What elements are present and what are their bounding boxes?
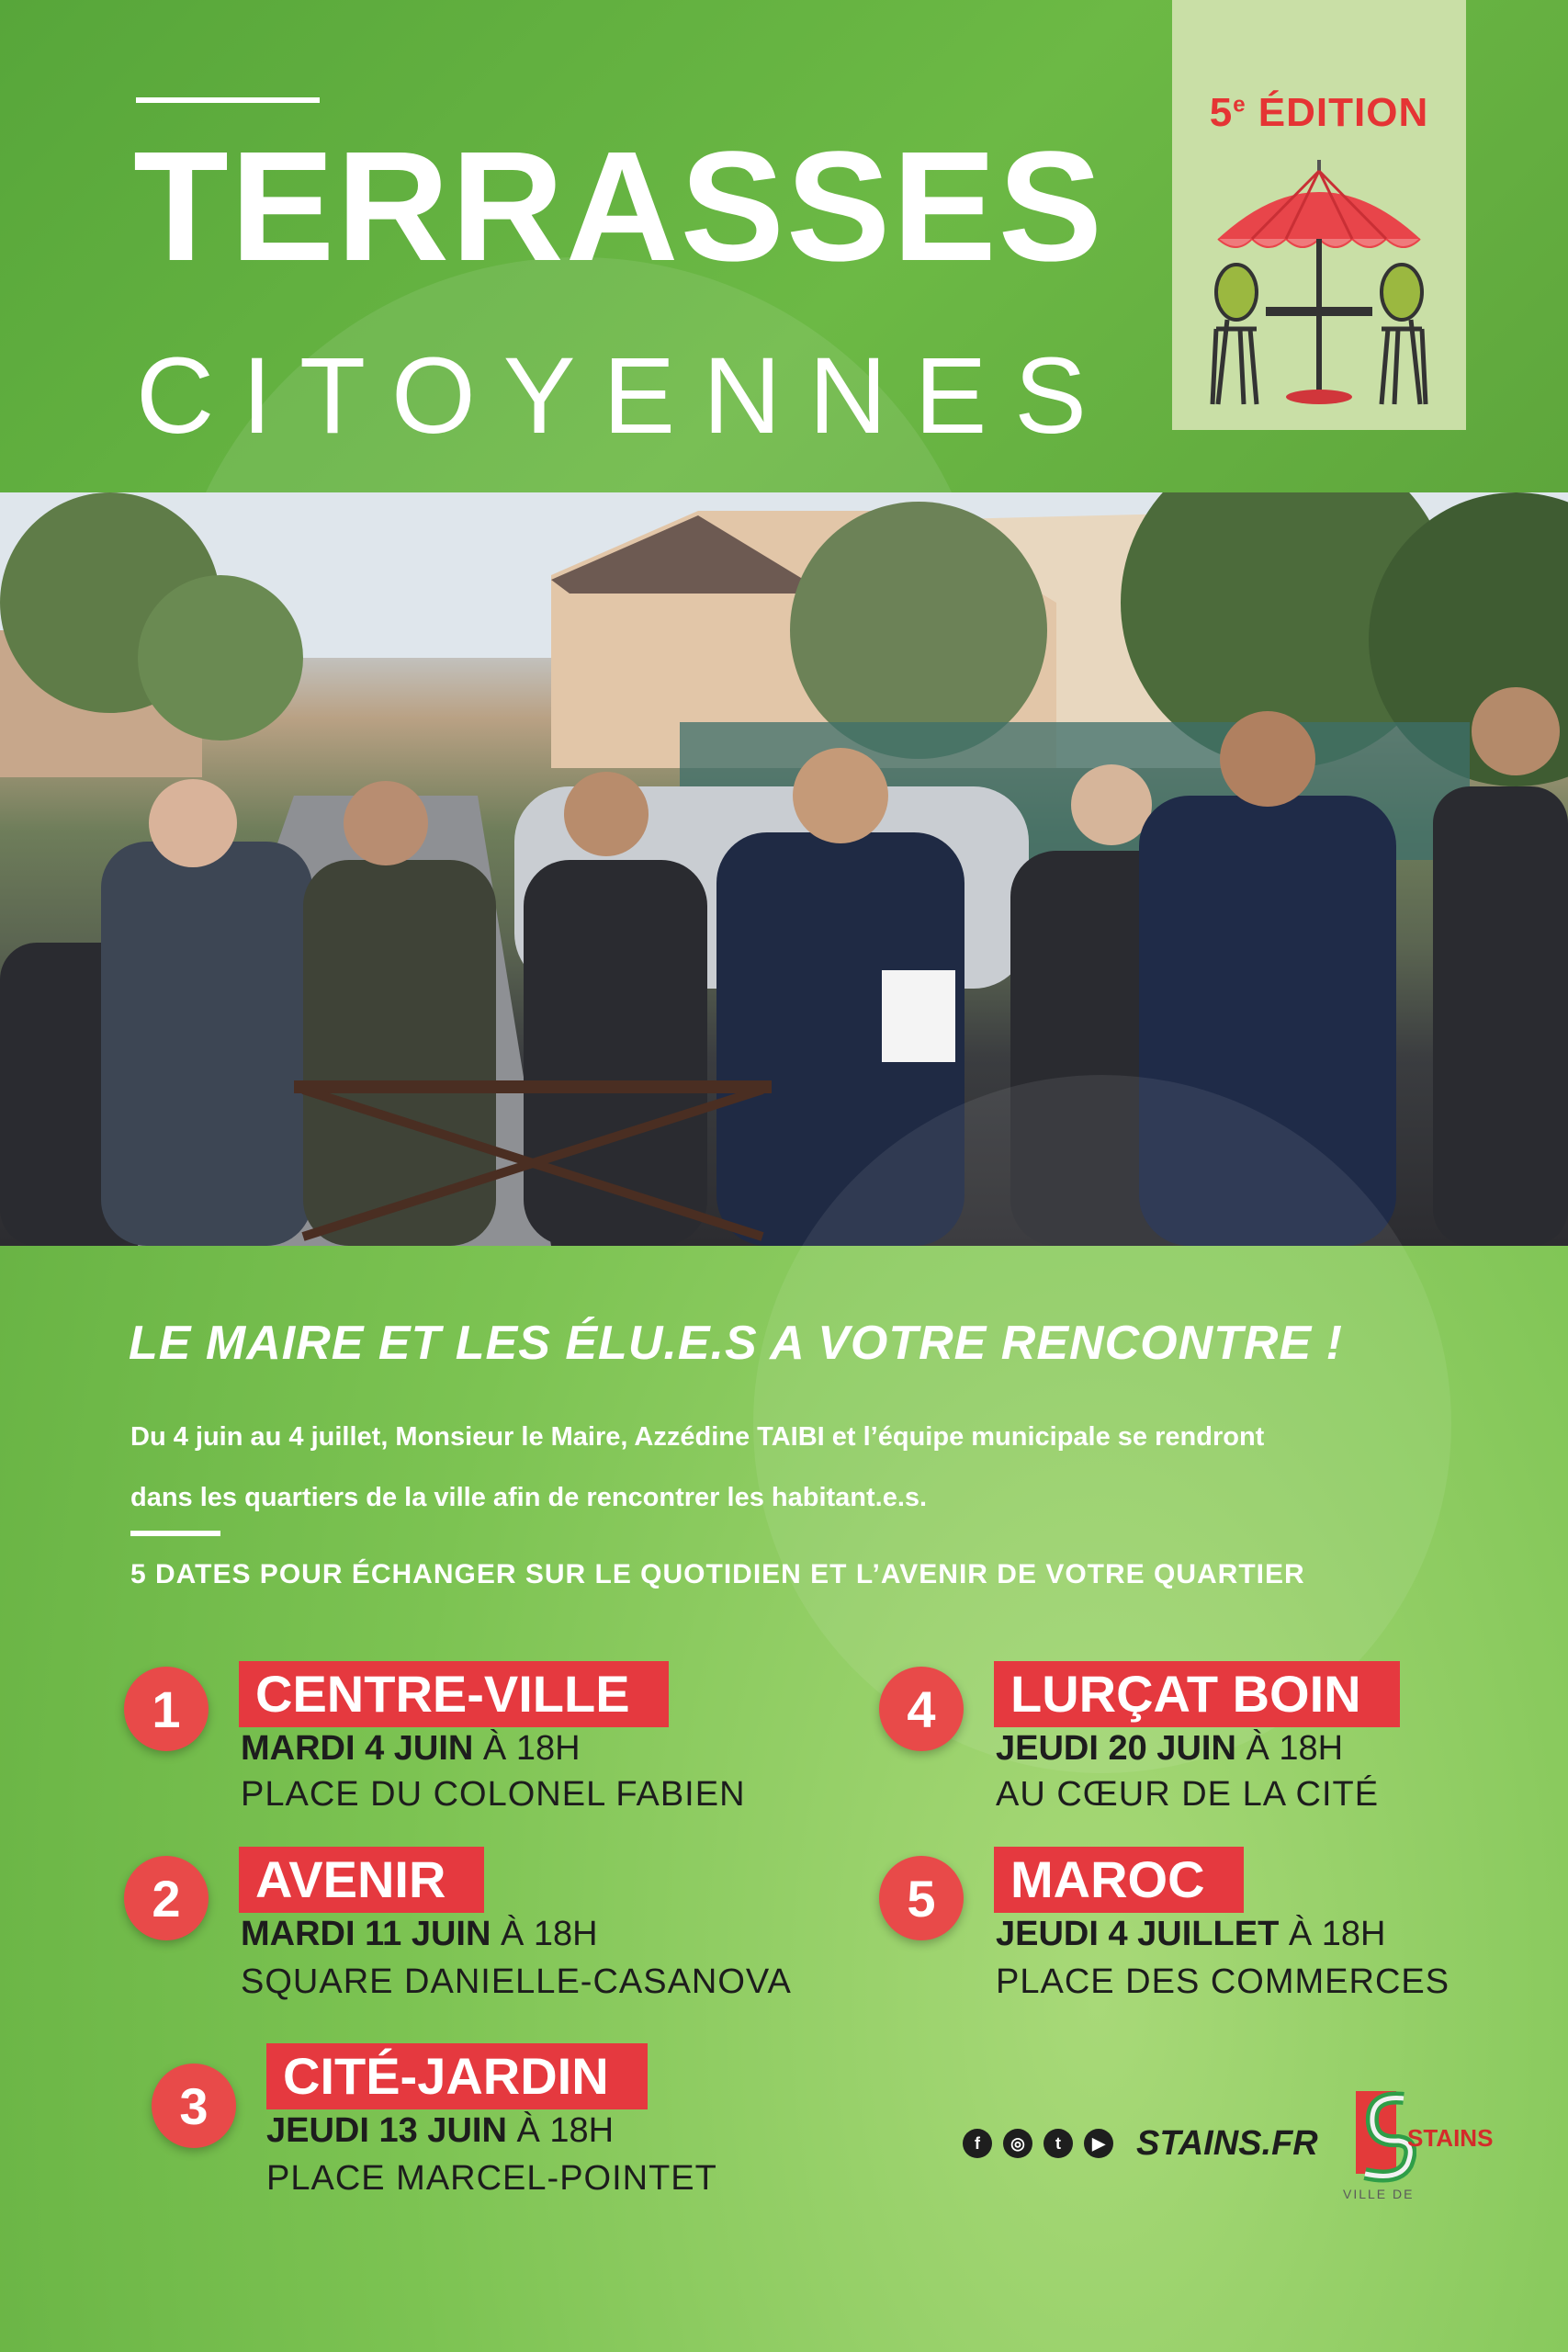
twitter-icon[interactable]: t xyxy=(1043,2129,1073,2158)
event-name: LURÇAT BOIN xyxy=(994,1661,1400,1727)
logo-text: STAINS xyxy=(1407,2124,1494,2152)
logo-subtext: VILLE DE xyxy=(1343,2187,1415,2201)
event-place: SQUARE DANIELLE-CASANOVA xyxy=(241,1962,792,2001)
event-place: PLACE MARCEL-POINTET xyxy=(266,2159,717,2198)
edition-label: 5e ÉDITION xyxy=(1209,90,1429,135)
event-number: 3 xyxy=(152,2064,236,2148)
terrace-table-icon xyxy=(1200,154,1438,412)
event-number: 2 xyxy=(124,1856,209,1940)
instagram-icon[interactable]: ◎ xyxy=(1003,2129,1032,2158)
event-number: 4 xyxy=(879,1667,964,1751)
event-name: CENTRE-VILLE xyxy=(239,1661,669,1727)
social-links xyxy=(963,2129,1113,2158)
event-date: JEUDI 13 JUIN À 18H xyxy=(266,2111,615,2150)
event-date: JEUDI 20 JUIN À 18H xyxy=(996,1729,1344,1768)
facebook-icon[interactable]: f xyxy=(963,2129,992,2158)
group-photo xyxy=(0,492,1568,1246)
event-place: AU CŒUR DE LA CITÉ xyxy=(996,1775,1380,1814)
event-name: AVENIR xyxy=(239,1847,484,1913)
youtube-icon[interactable]: ▶ xyxy=(1084,2129,1113,2158)
intro-line-1: Du 4 juin au 4 juillet, Monsieur le Maire, Azzédine TAIBI et l’équipe municipale se rendront xyxy=(130,1422,1265,1452)
event-name: CITÉ-JARDIN xyxy=(266,2043,648,2109)
page-subtitle: CITOYENNES xyxy=(136,335,1114,457)
header-band xyxy=(0,0,1568,492)
section-heading: LE MAIRE ET LES ÉLU.E.S A VOTRE RENCONTRE ! xyxy=(129,1317,1343,1370)
event-date: MARDI 4 JUIN À 18H xyxy=(241,1729,581,1768)
photo-scene-icon xyxy=(0,492,1568,1246)
event-place: PLACE DES COMMERCES xyxy=(996,1962,1450,2001)
event-date: MARDI 11 JUIN À 18H xyxy=(241,1915,598,1953)
intro-line-2: dans les quartiers de la ville afin de rencontrer les habitant.e.s. xyxy=(130,1483,928,1512)
city-logo xyxy=(1343,2086,1499,2201)
event-number: 5 xyxy=(879,1856,964,1940)
event-date: JEUDI 4 JUILLET À 18H xyxy=(996,1915,1386,1953)
event-number: 1 xyxy=(124,1667,209,1751)
event-name: MAROC xyxy=(994,1847,1244,1913)
dates-summary: 5 DATES POUR ÉCHANGER SUR LE QUOTIDIEN ET L’AVENIR DE VOTRE QUARTIER xyxy=(130,1559,1305,1589)
edition-panel xyxy=(1172,0,1466,430)
website-link[interactable]: STAINS.FR xyxy=(1136,2124,1318,2163)
title-rule xyxy=(136,97,320,103)
section-divider xyxy=(130,1531,220,1536)
page-title: TERRASSES xyxy=(133,119,1105,294)
event-place: PLACE DU COLONEL FABIEN xyxy=(241,1775,746,1814)
